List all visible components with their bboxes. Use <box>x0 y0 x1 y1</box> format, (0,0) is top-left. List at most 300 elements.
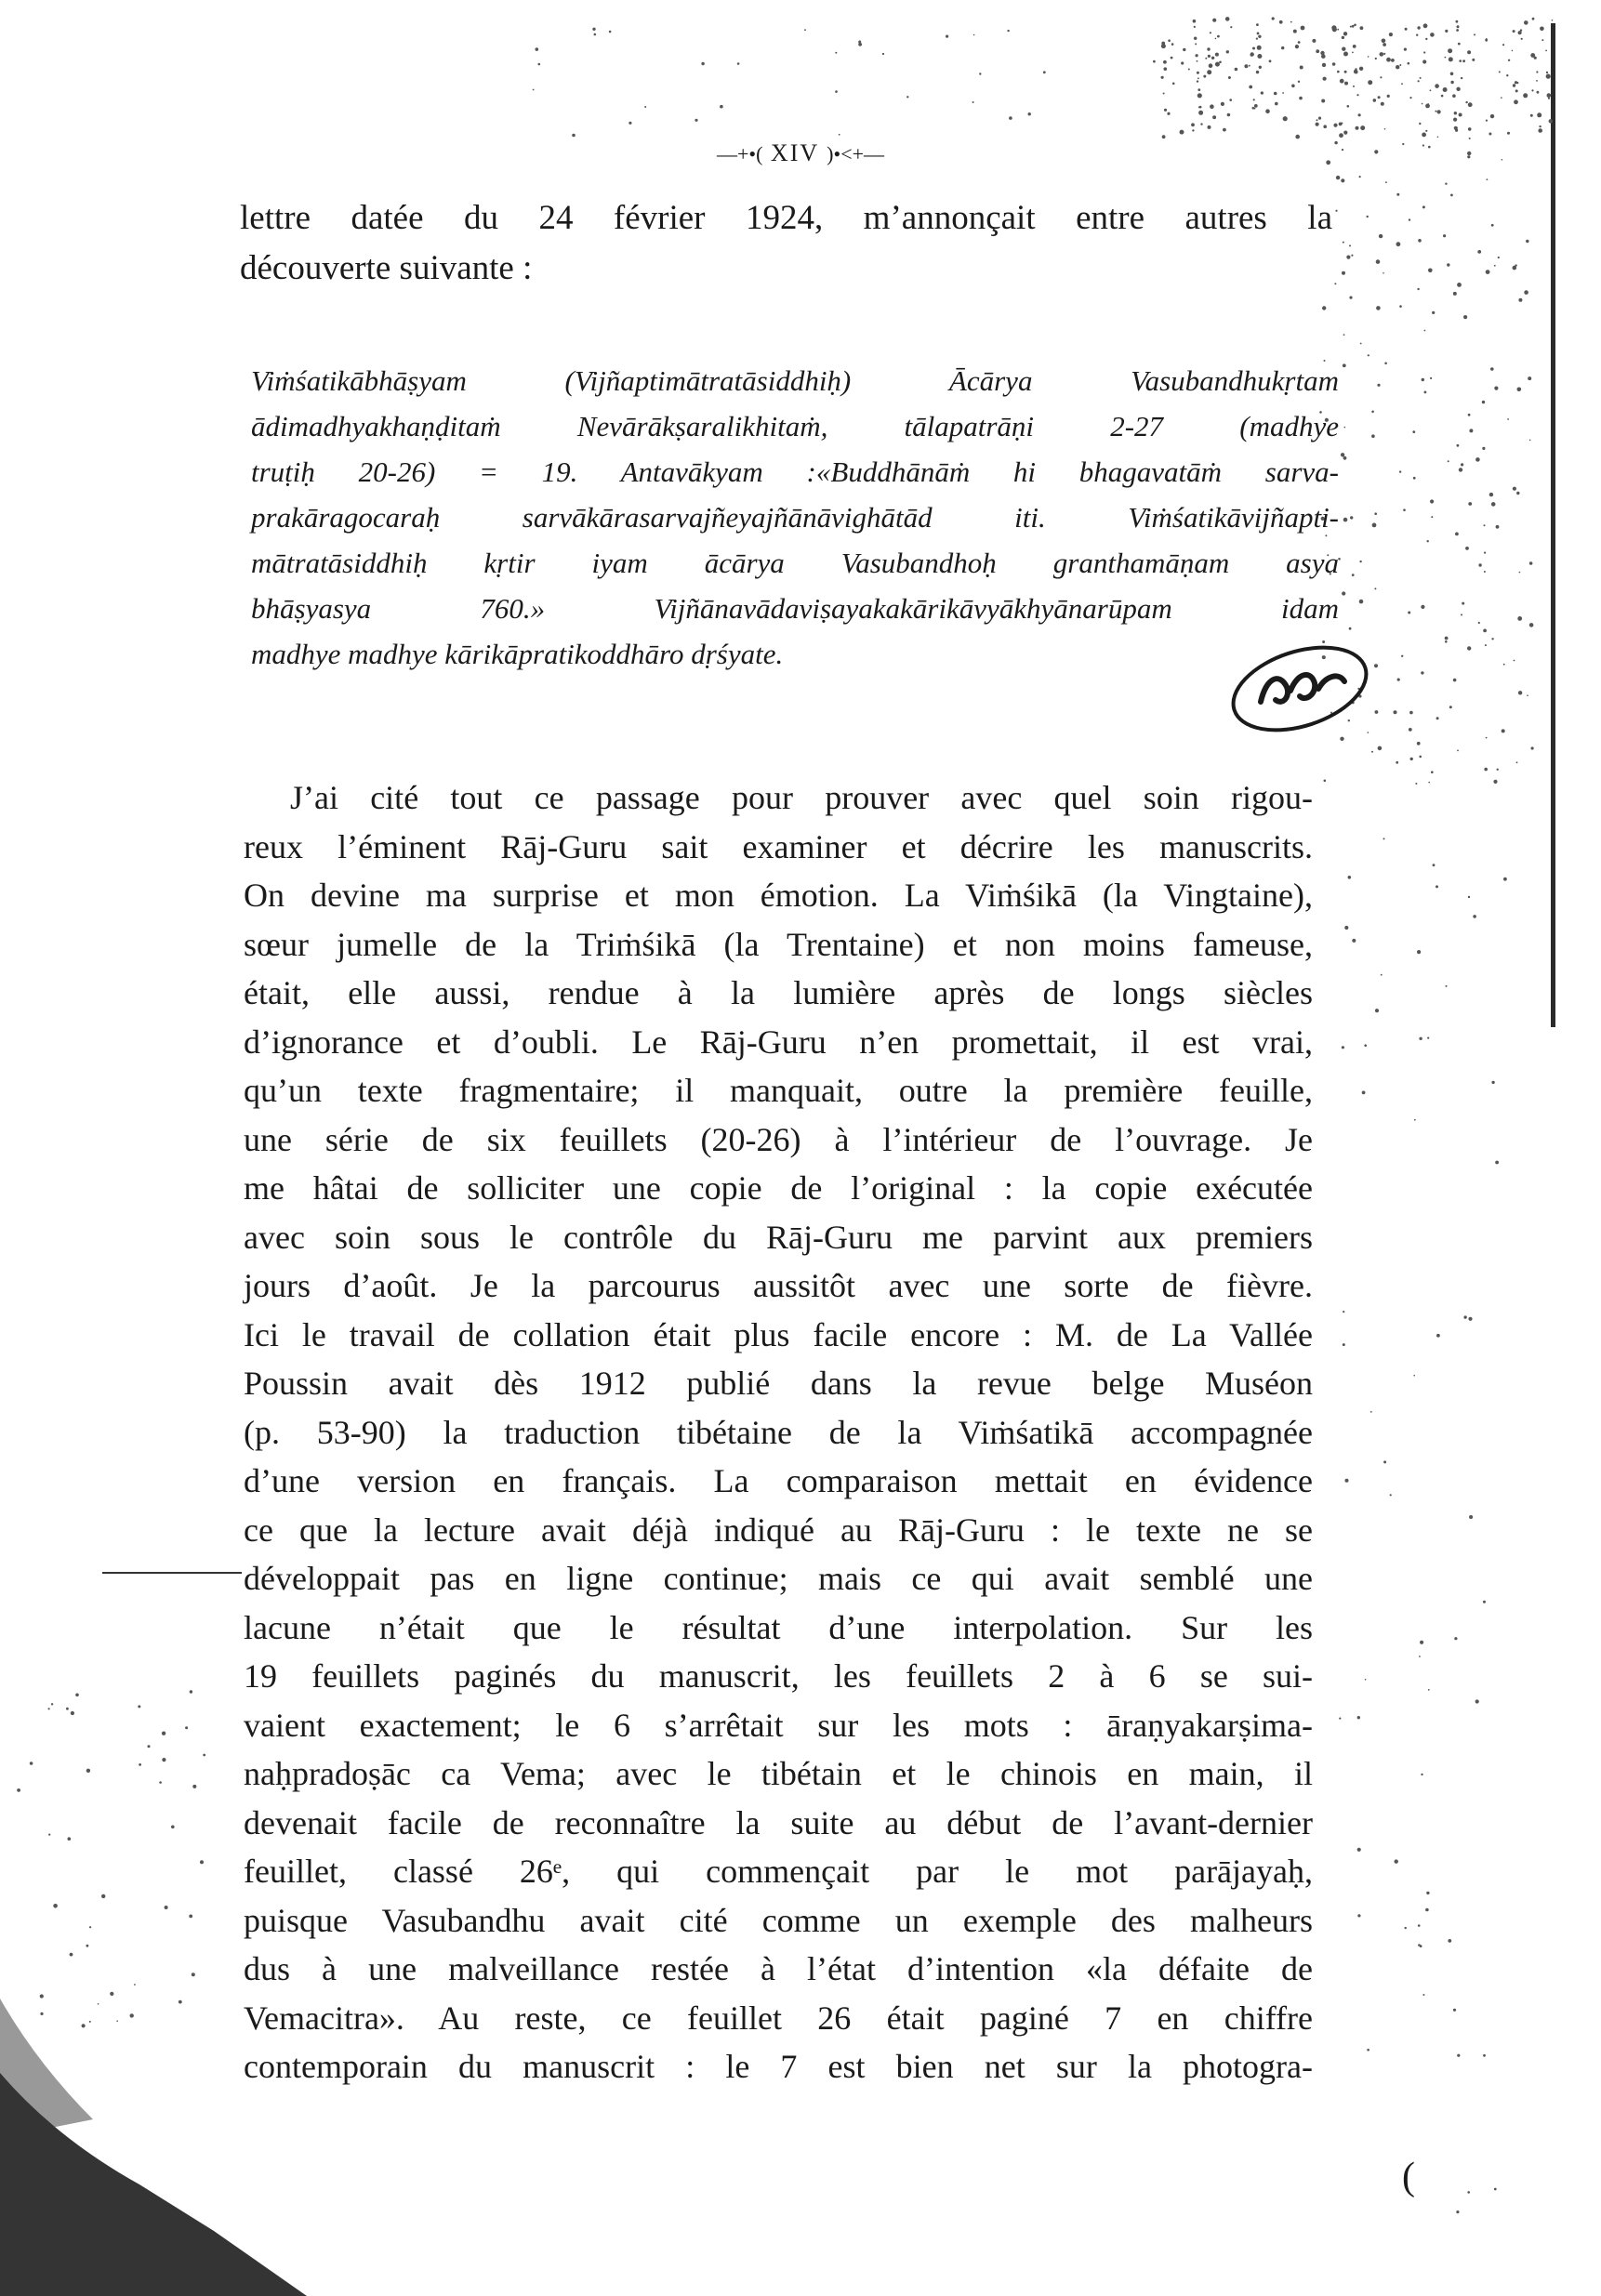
scan-speck <box>1417 288 1419 290</box>
scan-speck <box>1368 354 1369 356</box>
scan-speck <box>1524 20 1528 25</box>
scan-speck <box>1456 2210 1459 2213</box>
scan-speck <box>1485 39 1488 42</box>
scan-speck <box>1380 76 1382 78</box>
scan-speck <box>1487 178 1489 180</box>
scan-speck <box>1419 123 1421 125</box>
scan-speck <box>1279 20 1283 24</box>
scan-speck <box>1517 616 1522 621</box>
scan-speck <box>1475 457 1480 462</box>
scan-speck <box>1524 290 1528 295</box>
scan-speck <box>1215 38 1217 40</box>
scan-speck <box>1367 216 1369 218</box>
scan-speck <box>148 1745 151 1748</box>
scan-speck <box>1207 70 1211 74</box>
scan-speck <box>1227 113 1231 117</box>
scan-speck <box>1349 627 1352 630</box>
scan-speck <box>1469 1515 1473 1519</box>
scan-speck <box>1539 125 1541 127</box>
scan-speck <box>1343 456 1347 460</box>
scan-speck <box>1454 1637 1457 1640</box>
scan-speck <box>1334 283 1336 284</box>
scan-speck <box>1401 83 1403 85</box>
scan-speck <box>1375 1009 1379 1012</box>
scan-speck <box>1353 45 1356 48</box>
scan-speck <box>1418 239 1422 243</box>
page-number: XIV <box>770 139 819 166</box>
scan-speck <box>1486 120 1488 122</box>
scan-speck <box>1383 53 1385 55</box>
scan-speck <box>1384 128 1386 130</box>
scan-speck <box>1503 664 1505 666</box>
scan-speck <box>1312 39 1316 43</box>
scan-speck <box>1415 783 1417 785</box>
scan-speck <box>1358 113 1361 116</box>
scan-speck <box>1443 234 1446 237</box>
scan-speck <box>1381 102 1384 106</box>
scan-speck <box>1180 130 1184 135</box>
scan-speck <box>1162 135 1166 139</box>
scan-speck <box>1461 77 1462 79</box>
text-line: Ici le travail de collation était plus facile encore : M. de La Vallée <box>244 1315 1313 1353</box>
scan-speck <box>835 52 837 54</box>
scan-speck <box>1249 65 1250 67</box>
scan-speck <box>1343 518 1348 522</box>
scan-speck <box>1538 128 1542 133</box>
scan-speck <box>701 62 704 65</box>
scan-speck <box>48 1708 50 1709</box>
scan-speck <box>1421 1774 1422 1775</box>
scan-speck <box>1342 271 1345 275</box>
scan-speck <box>1405 1927 1407 1929</box>
sanskrit-quotation <box>251 358 1339 677</box>
scan-speck <box>1395 1859 1398 1863</box>
scan-speck <box>1352 574 1355 576</box>
scan-speck <box>116 2020 118 2022</box>
scan-speck <box>1355 71 1358 74</box>
scan-speck <box>82 2024 86 2027</box>
scan-speck <box>1212 19 1216 22</box>
scan-speck <box>1275 102 1278 106</box>
scan-speck <box>1299 97 1303 100</box>
scan-speck <box>1452 94 1456 98</box>
header-right-ornament: )•<+— <box>827 142 885 165</box>
scan-speck <box>1529 623 1534 627</box>
scan-speck <box>1541 39 1543 41</box>
scan-speck <box>1516 761 1518 763</box>
scan-speck <box>1531 89 1533 91</box>
scan-speck <box>1378 746 1383 751</box>
scan-speck <box>1422 133 1426 138</box>
scan-speck <box>1355 68 1356 70</box>
scan-speck <box>1342 591 1345 595</box>
scan-speck <box>1219 61 1222 64</box>
scan-speck <box>1478 622 1480 624</box>
scan-speck <box>1425 130 1427 132</box>
scan-speck <box>1352 52 1354 54</box>
scan-speck <box>906 96 908 98</box>
scan-speck <box>1377 384 1380 387</box>
scan-speck <box>1399 64 1401 66</box>
scan-speck <box>1259 66 1262 69</box>
scan-speck <box>1419 1037 1422 1040</box>
scan-speck <box>1386 58 1391 62</box>
scan-speck <box>1457 750 1459 752</box>
scan-speck <box>1412 430 1415 433</box>
scan-speck <box>1437 137 1439 139</box>
scan-speck <box>1347 105 1350 108</box>
scan-speck <box>1343 1343 1345 1346</box>
scan-speck <box>1352 25 1355 28</box>
scan-speck <box>1431 516 1433 518</box>
text-line: J’ai cité tout ce passage pour prouver avec quel soin rigou- <box>290 779 1313 816</box>
scan-speck <box>86 1769 90 1773</box>
scan-speck <box>1269 59 1272 62</box>
scan-speck <box>1172 83 1175 86</box>
scan-speck <box>1495 1161 1499 1165</box>
scan-speck <box>1494 2188 1497 2191</box>
scan-speck <box>1009 116 1012 120</box>
scan-speck <box>1401 655 1403 657</box>
scan-speck <box>1375 58 1377 59</box>
scan-speck <box>1356 94 1358 96</box>
scan-speck <box>1374 587 1376 589</box>
scan-speck <box>1404 48 1407 51</box>
scan-speck <box>1468 414 1471 416</box>
scan-speck <box>1486 270 1490 274</box>
scan-speck <box>1249 86 1252 89</box>
scan-speck <box>1390 1494 1392 1496</box>
scan-speck <box>159 1781 162 1784</box>
scan-speck <box>1501 97 1502 99</box>
scan-speck <box>1497 769 1499 771</box>
scan-speck <box>1494 265 1496 267</box>
scan-speck <box>1448 1939 1451 1943</box>
scan-speck <box>1262 92 1264 94</box>
scan-speck <box>1225 17 1230 21</box>
scan-speck <box>1547 93 1552 98</box>
scan-speck <box>1164 109 1167 112</box>
scan-speck <box>1371 434 1375 438</box>
text-line: 19 feuillets paginés du manuscrit, les feuillets 2 à 6 se sui- <box>244 1657 1313 1695</box>
scan-speck <box>1370 1411 1372 1413</box>
scan-speck <box>1418 80 1420 82</box>
scan-speck <box>946 35 948 38</box>
scan-speck <box>1256 38 1258 40</box>
scan-speck <box>1205 58 1207 59</box>
scan-speck <box>1540 27 1544 32</box>
scan-speck <box>1507 418 1509 420</box>
scan-speck <box>533 89 535 91</box>
scan-speck <box>594 33 597 36</box>
scan-speck <box>536 47 539 51</box>
scan-speck <box>1436 717 1439 719</box>
scan-speck <box>1194 37 1197 40</box>
scan-speck <box>1453 118 1457 122</box>
scan-speck <box>190 1690 192 1693</box>
scan-speck <box>1469 429 1473 432</box>
scan-speck <box>1552 20 1554 21</box>
text-line: reux l’éminent Rāj-Guru sait examiner et décrire les manuscrits. <box>244 827 1313 865</box>
scan-speck <box>1257 54 1262 59</box>
scan-speck <box>1457 25 1460 28</box>
text-line: On devine ma surprise et mon émotion. La Viṁśikā (la Vingtaine), <box>244 877 1313 914</box>
scan-speck <box>1223 128 1226 132</box>
text-line: d’une version en français. La comparaison mettait en évidence <box>244 1462 1313 1499</box>
scan-speck <box>1484 552 1486 554</box>
scan-speck <box>1513 84 1515 86</box>
scan-speck <box>1489 133 1491 136</box>
scan-speck <box>1484 571 1486 573</box>
scan-speck <box>1343 242 1344 244</box>
scan-speck <box>75 1694 79 1697</box>
scan-speck <box>1467 2191 1470 2194</box>
text-line: devenait facile de reconnaître la suite au début de l’avant-dernier <box>244 1803 1313 1841</box>
scan-speck <box>1536 71 1538 73</box>
scan-speck <box>1457 2054 1460 2057</box>
scan-speck <box>1430 33 1435 37</box>
scan-speck <box>1454 126 1458 130</box>
scan-speck <box>1343 131 1347 135</box>
scan-speck <box>1375 710 1379 714</box>
scan-speck <box>1394 710 1397 714</box>
scan-speck <box>1468 127 1472 131</box>
text-line: une série de six feuillets (20-26) à l’intérieur de l’ouvrage. Je <box>244 1120 1313 1158</box>
scan-speck <box>1396 242 1401 246</box>
scan-speck <box>882 53 884 55</box>
scan-speck <box>1445 640 1448 643</box>
scan-speck <box>1546 72 1548 73</box>
scan-speck <box>1337 29 1339 31</box>
margin-mark-line <box>102 1572 242 1574</box>
scan-speck <box>1518 298 1522 302</box>
scan-speck <box>1359 176 1361 178</box>
scan-speck <box>17 1788 20 1792</box>
scan-speck <box>1342 47 1345 51</box>
scan-speck <box>1318 117 1321 120</box>
scan-speck <box>1450 73 1454 76</box>
scan-speck <box>1468 102 1473 107</box>
scan-speck <box>1210 104 1214 109</box>
scan-speck <box>1043 71 1046 73</box>
scan-speck <box>1197 77 1199 79</box>
scan-speck <box>1457 283 1462 287</box>
scan-speck <box>1321 99 1325 103</box>
scan-speck <box>1221 102 1224 106</box>
scan-speck <box>1290 21 1292 23</box>
scan-speck <box>1321 54 1326 59</box>
scan-speck <box>1456 87 1460 91</box>
scan-speck <box>1473 915 1476 918</box>
scan-speck <box>1532 18 1535 20</box>
text-line: feuillet, classé 26ᵉ, qui commençait par le mot parājayaḥ, <box>244 1853 1313 1890</box>
scan-speck <box>1456 29 1459 32</box>
scan-speck <box>1383 43 1386 46</box>
scan-speck <box>1339 1718 1341 1720</box>
scan-speck <box>1519 572 1521 574</box>
scan-speck <box>1409 218 1410 220</box>
scan-speck <box>1253 99 1255 100</box>
scan-speck <box>139 1763 141 1766</box>
scan-speck <box>1477 250 1481 254</box>
scan-speck <box>1346 256 1350 259</box>
scan-speck <box>1028 112 1031 115</box>
scan-speck <box>1514 99 1518 104</box>
scan-speck <box>1425 38 1427 40</box>
scan-speck <box>1252 107 1255 110</box>
scan-speck <box>1537 91 1540 94</box>
scan-speck <box>1383 272 1384 274</box>
scan-speck <box>1413 1375 1415 1377</box>
scan-speck <box>1396 193 1399 196</box>
scan-speck <box>1163 93 1165 95</box>
scan-speck <box>66 1708 69 1710</box>
scan-speck <box>1360 343 1362 345</box>
scan-speck <box>1545 50 1547 52</box>
scan-speck <box>1257 33 1260 35</box>
scan-speck <box>98 2003 99 2005</box>
scan-speck <box>1472 59 1475 61</box>
scan-speck <box>1376 306 1381 310</box>
scan-speck <box>1380 52 1384 57</box>
scan-speck <box>1422 1994 1424 1996</box>
scan-speck <box>138 1705 140 1708</box>
scan-speck <box>1405 28 1408 31</box>
scan-speck <box>48 1834 50 1836</box>
scan-speck <box>1367 2049 1369 2052</box>
scan-speck <box>1436 885 1438 888</box>
header-left-ornament: —+•( <box>716 142 763 165</box>
scan-speck <box>1352 939 1356 943</box>
scan-speck <box>1548 98 1550 99</box>
text-line: avec soin sous le contrôle du Rāj-Guru me parvint aux premiers <box>244 1218 1313 1256</box>
scan-speck <box>1208 55 1211 58</box>
scan-speck <box>1418 1924 1421 1927</box>
scan-speck <box>1376 259 1381 264</box>
scan-speck <box>1343 1311 1344 1313</box>
scan-speck <box>1250 54 1253 57</box>
scan-speck <box>1317 119 1318 121</box>
scan-speck <box>1181 61 1184 64</box>
scan-speck <box>1518 31 1522 34</box>
scan-speck <box>110 1992 113 1996</box>
scan-speck <box>1463 1315 1466 1318</box>
scan-speck <box>1419 1656 1421 1657</box>
scan-speck <box>1397 679 1400 681</box>
scan-speck <box>1389 33 1393 36</box>
scan-speck <box>1215 62 1220 67</box>
scan-speck <box>1482 447 1485 450</box>
scan-speck <box>1546 74 1551 79</box>
scan-speck <box>1482 401 1485 403</box>
scan-speck <box>1506 74 1508 76</box>
text-line: ce que la lecture avait déjà indiqué au Rāj-Guru : le texte ne se <box>244 1511 1313 1549</box>
scan-speck <box>89 2021 91 2023</box>
scan-speck <box>1507 132 1510 135</box>
scan-speck <box>1203 75 1206 78</box>
scan-speck <box>1208 125 1211 129</box>
text-line: qu’un texte fragmentaire; il manquait, outre la première feuille, <box>244 1072 1313 1109</box>
scan-speck <box>1521 38 1523 40</box>
scan-speck <box>1357 1716 1360 1719</box>
text-line: d’ignorance et d’oubli. Le Rāj-Guru n’en promettait, il est vrai, <box>244 1023 1313 1061</box>
scan-speck <box>185 1726 188 1729</box>
scan-speck <box>1513 30 1515 33</box>
scan-speck <box>1475 1699 1479 1703</box>
scan-speck <box>1441 95 1444 98</box>
quote-line: truṭiḥ 20-26) = 19. Antavākyam :«Buddhānāṁ hi bhagavatāṁ sarva- <box>251 455 1339 488</box>
scan-speck <box>1399 305 1402 308</box>
scan-speck <box>1465 547 1469 550</box>
scan-speck <box>1467 50 1471 54</box>
scan-speck <box>1342 36 1344 39</box>
scan-speck <box>1461 463 1463 466</box>
scan-speck <box>1461 614 1462 615</box>
scan-speck <box>1447 263 1449 266</box>
scan-speck <box>1291 85 1295 88</box>
scan-speck <box>1387 95 1390 98</box>
scan-speck <box>1485 644 1487 646</box>
scan-speck <box>1445 183 1447 185</box>
scan-speck <box>68 1837 72 1841</box>
scan-speck <box>1168 39 1171 42</box>
scan-speck <box>1342 1046 1344 1049</box>
scan-speck <box>1368 80 1372 85</box>
scan-speck <box>1336 176 1340 179</box>
scan-speck <box>1450 194 1453 197</box>
scan-speck <box>1537 112 1541 117</box>
scan-speck <box>1424 391 1427 394</box>
scan-speck <box>1252 47 1255 50</box>
scan-speck <box>979 73 981 74</box>
scan-speck <box>1518 691 1522 694</box>
scan-speck <box>1449 706 1452 708</box>
scan-speck <box>1257 46 1262 50</box>
scan-speck <box>1499 71 1501 73</box>
scan-speck <box>1408 62 1410 65</box>
scan-speck <box>1348 876 1352 879</box>
scan-speck <box>86 1945 89 1947</box>
text-line: naḥpradoṣāc ca Vema; avec le tibétain et le chinois en main, il <box>244 1755 1313 1792</box>
scan-speck <box>1463 315 1467 319</box>
scan-speck <box>1490 367 1494 371</box>
margin-bracket: ( <box>1402 2156 1415 2198</box>
scan-speck <box>1274 92 1277 96</box>
scan-speck <box>720 105 723 109</box>
intro-paragraph <box>240 193 1332 294</box>
scan-speck <box>1343 363 1346 367</box>
scan-speck <box>1341 123 1343 125</box>
scan-speck <box>1301 26 1305 31</box>
scan-speck <box>1396 761 1398 764</box>
scan-speck <box>1459 113 1462 117</box>
scan-speck <box>1193 20 1197 23</box>
scan-speck <box>1536 80 1538 82</box>
scan-speck <box>1226 50 1229 53</box>
scan-speck <box>1197 80 1198 82</box>
scan-speck <box>1530 114 1533 117</box>
scan-speck <box>1498 257 1500 258</box>
scan-speck <box>1449 57 1453 61</box>
scan-speck <box>1349 297 1352 299</box>
scan-speck <box>1209 63 1213 68</box>
scan-speck <box>1256 23 1259 26</box>
scan-speck <box>1340 79 1344 84</box>
scan-speck <box>1409 728 1412 732</box>
scan-speck <box>192 1785 196 1788</box>
scan-speck <box>1281 46 1284 49</box>
scan-speck <box>1345 1479 1349 1483</box>
